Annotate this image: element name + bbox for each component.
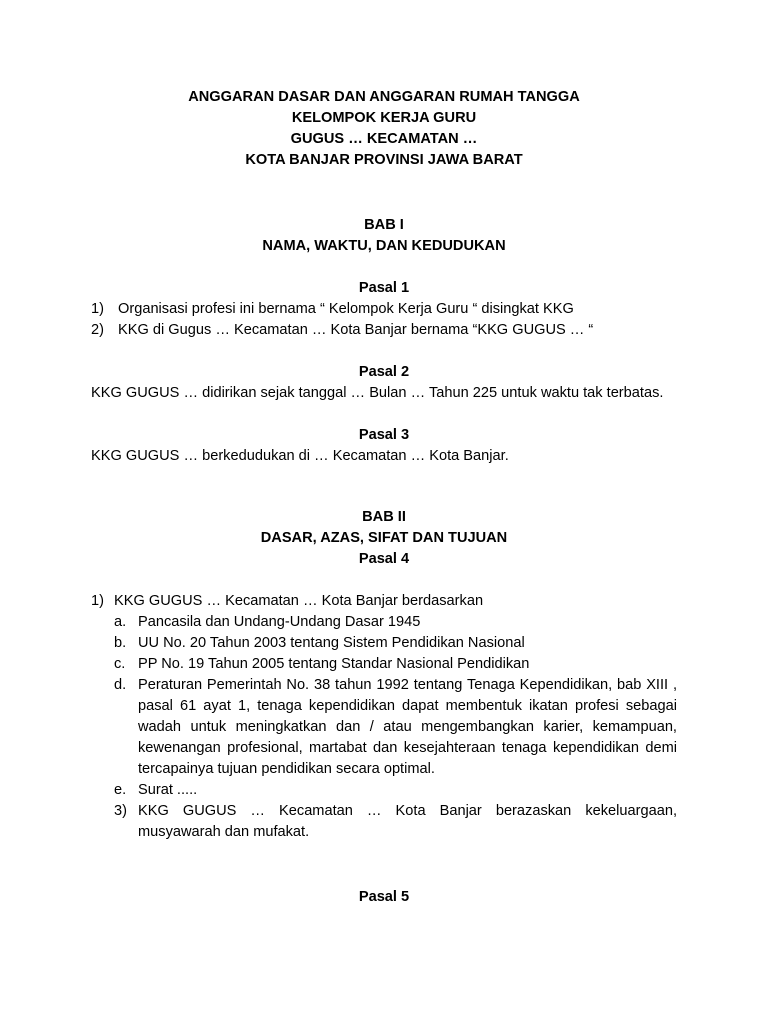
pasal-5-heading: Pasal 5 [358,889,410,905]
list-letter: d. [114,677,127,693]
pasal-2-heading: Pasal 2 [358,364,410,380]
list-text: Organisasi profesi ini bernama “ Kelompok Kerja Guru “ disingkat KKG [118,301,574,317]
pasal-2-text: KKG GUGUS … didirikan sejak tanggal … Bulan … Tahun 225 untuk waktu tak terbatas. [91,385,664,401]
sublist-item [114,612,677,633]
list-text: UU No. 20 Tahun 2003 tentang Sistem Pendidikan Nasional [138,635,525,651]
pasal-3-heading: Pasal 3 [358,427,410,443]
pasal-4-item [91,591,677,612]
bab-2-heading: BAB II [362,509,406,525]
document-title-line-3: GUGUS … KECAMATAN … [290,131,478,147]
document-title-line-1: ANGGARAN DASAR DAN ANGGARAN RUMAH TANGGA [188,89,580,105]
list-text: PP No. 19 Tahun 2005 tentang Standar Nasional Pendidikan [138,656,530,672]
document-page [91,87,677,908]
list-text: KKG di Gugus … Kecamatan … Kota Banjar bernama “KKG GUGUS … “ [118,322,594,338]
sublist-item [114,633,677,654]
bab-2-subheading: DASAR, AZAS, SIFAT DAN TUJUAN [260,530,508,546]
list-number: 2) [91,322,104,338]
sublist-item [114,675,677,780]
list-text: Pancasila dan Undang-Undang Dasar 1945 [138,614,421,630]
bab-1-subheading: NAMA, WAKTU, DAN KEDUDUKAN [262,238,506,254]
pasal-1-heading: Pasal 1 [358,280,410,296]
pasal-4-heading: Pasal 4 [358,551,410,567]
list-number: 3) [114,803,127,819]
list-text: Peraturan Pemerintah No. 38 tahun 1992 tentang Tenaga Kependidikan, bab XIII , pasal 61 ayat 1, tenaga kependidikan dapat membentuk ikatan profesi sebagai wadah untuk meningkatkan dan / atau mengembangkan karier, kemampuan, kewenangan profesional, martabat dan kesejahteraan tenaga kependidikan demi tercapainya tujuan pendidikan secara optimal. [138,677,677,777]
list-letter: e. [114,782,127,798]
bab-1-heading: BAB I [364,217,404,233]
list-text: KKG GUGUS … Kecamatan … Kota Banjar berdasarkan [114,593,484,609]
pasal-1-item [91,320,677,341]
pasal-3-text: KKG GUGUS … berkedudukan di … Kecamatan … Kota Banjar. [91,448,509,464]
list-number: 1) [91,301,104,317]
document-title-line-2: KELOMPOK KERJA GURU [291,110,477,126]
list-letter: b. [114,635,127,651]
list-text: Surat ..... [138,782,198,798]
sublist-item [114,780,677,801]
list-letter: c. [114,656,126,672]
sublist-item [114,801,677,843]
document-title-line-4: KOTA BANJAR PROVINSI JAWA BARAT [245,152,523,168]
list-text: KKG GUGUS … Kecamatan … Kota Banjar berazaskan kekeluargaan, musyawarah dan mufakat. [138,803,677,840]
sublist-item [114,654,677,675]
list-letter: a. [114,614,127,630]
pasal-4-sublist [91,612,677,843]
pasal-1-item [91,299,677,320]
list-number: 1) [91,593,104,609]
